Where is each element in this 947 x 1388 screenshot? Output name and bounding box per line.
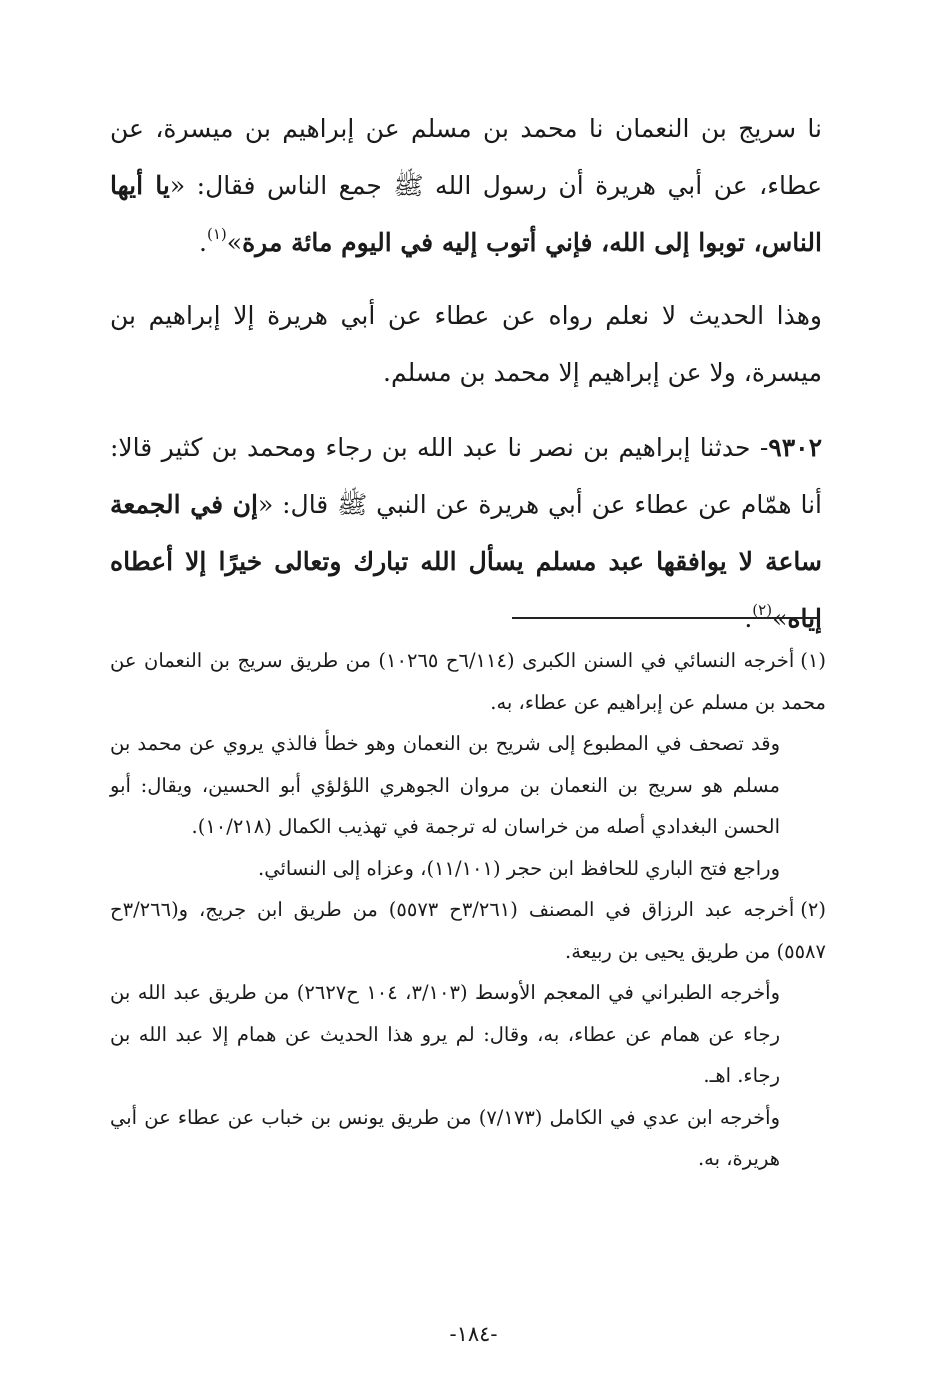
footnote-separator (512, 617, 820, 619)
hadith-matn: يا أيها الناس، توبوا إلى الله، فإني أتوب إليه في اليوم مائة مرة (110, 171, 822, 257)
footnote-1-remark: وقد تصحف في المطبوع إلى شريح بن النعمان وهو خطأ فالذي يروي عن محمد بن مسلم هو سريج بن النعمان بن مروان الجوهري اللؤلؤي أبو الحسين، ويقال: أبو الحسن البغدادي أصله من خراسان له ترجمة في تهذيب الكمال (١٠/٢١٨). (110, 732, 780, 838)
footnote-text: أخرجه النسائي في السنن الكبرى (٦/١١٤ح ١٠٢٦٥) من طريق سريج بن النعمان عن محمد بن مسلم عن إبراهيم عن عطاء، به. (110, 649, 826, 714)
sentence-end: . (199, 228, 207, 257)
footnote-2-ibn-adi: وأخرجه ابن عدي في الكامل (٧/١٧٣) من طريق يونس بن خباب عن عطاء عن أبي هريرة، به. (110, 1105, 780, 1170)
paragraph-commentary (110, 287, 822, 401)
commentary-text: وهذا الحديث لا نعلم رواه عن عطاء عن أبي هريرة إلا إبراهيم بن ميسرة، ولا عن إبراهيم إلا محمد بن مسلم. (110, 301, 822, 387)
hadith-number: ٩٣٠٢ (768, 433, 822, 462)
footnote-ref-2[interactable]: (٢) (752, 601, 773, 619)
footnote-number: (٢) (800, 898, 826, 921)
sentence-end: . (744, 604, 753, 633)
hadith-matn: إن في الجمعة ساعة لا يوافقها عبد مسلم يسأل الله تبارك وتعالى خيرًا إلا أعطاه إياه (110, 490, 822, 633)
footnotes (110, 640, 826, 1180)
main-text (110, 100, 822, 647)
footnote-1-reference: وراجع فتح الباري للحافظ ابن حجر (١١/١٠١)، وعزاه إلى النسائي. (258, 856, 780, 880)
footnote-2 (110, 889, 826, 972)
footnote-number: (١) (800, 649, 826, 672)
isnad-text: - حدثنا إبراهيم بن نصر نا عبد الله بن رجاء ومحمد بن كثير قالا: أنا همّام عن عطاء عن أبي هريرة عن النبي ﷺ قال: « (110, 433, 822, 519)
isnad-text: نا سريج بن النعمان نا محمد بن مسلم عن إبراهيم بن ميسرة، عن عطاء، عن أبي هريرة أن رسول الله ﷺ جمع الناس فقال: « (110, 114, 823, 200)
quote-close: » (226, 228, 243, 257)
footnote-text: أخرجه عبد الرزاق في المصنف (٣/٢٦١ح ٥٥٧٣) من طريق ابن جريج، و(٣/٢٦٦ح ٥٥٨٧) من طريق يحيى بن ربيعة. (110, 898, 826, 963)
footnote-1 (110, 640, 826, 723)
paragraph-chain-1 (110, 100, 822, 271)
quote-close: » (772, 604, 788, 633)
paragraph-hadith-9302 (110, 419, 822, 647)
page-number: -١٨٤- (449, 1322, 498, 1346)
footnote-ref-1[interactable]: (١) (207, 225, 227, 243)
footnote-2-tabarani: وأخرجه الطبراني في المعجم الأوسط (٣/١٠٣، ١٠٤ ح٢٦٢٧) من طريق عبد الله بن رجاء عن همام عن عطاء، به، وقال: لم يرو هذا الحديث عن همام إلا عبد الله بن رجاء. اهـ. (110, 981, 780, 1087)
